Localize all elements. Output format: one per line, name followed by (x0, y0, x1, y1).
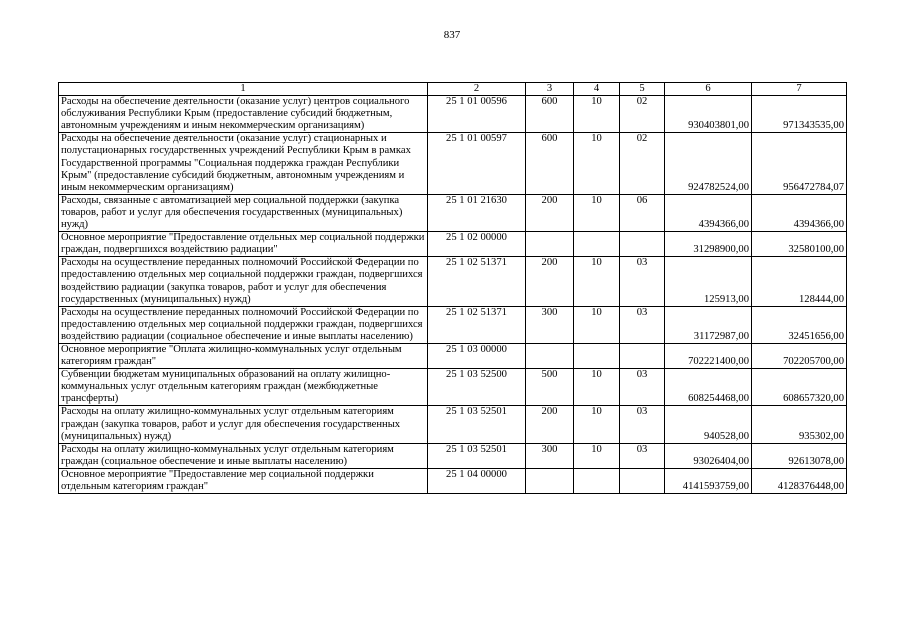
amount-year-1: 608254468,00 (665, 369, 752, 406)
table-row (59, 133, 847, 194)
section-code: 10 (574, 96, 620, 133)
amount-year-1: 924782524,00 (665, 133, 752, 194)
header-cell: 2 (428, 83, 526, 96)
target-article-code: 25 1 03 52500 (428, 369, 526, 406)
amount-year-1: 4394366,00 (665, 194, 752, 231)
subsection-code: 02 (620, 96, 665, 133)
header-cell: 6 (665, 83, 752, 96)
table-row (59, 257, 847, 306)
row-description: Расходы на обеспечение деятельности (оказание услуг) центров социального обслуживания Республики Крым (предоставление субсидий бюджетным, автономным учреждениям и иным некоммерческим организациям) (59, 96, 428, 133)
amount-year-1: 930403801,00 (665, 96, 752, 133)
section-code: 10 (574, 257, 620, 306)
subsection-code: 03 (620, 369, 665, 406)
expense-type-code: 200 (526, 257, 574, 306)
amount-year-2: 4128376448,00 (752, 468, 847, 493)
section-code: 10 (574, 369, 620, 406)
expense-type-code (526, 232, 574, 257)
header-cell: 4 (574, 83, 620, 96)
amount-year-2: 4394366,00 (752, 194, 847, 231)
expense-type-code: 300 (526, 306, 574, 343)
amount-year-1: 31172987,00 (665, 306, 752, 343)
amount-year-1: 125913,00 (665, 257, 752, 306)
expense-type-code: 200 (526, 406, 574, 443)
amount-year-2: 128444,00 (752, 257, 847, 306)
section-code (574, 468, 620, 493)
subsection-code: 02 (620, 133, 665, 194)
table-row (59, 306, 847, 343)
amount-year-1: 702221400,00 (665, 343, 752, 368)
table-row (59, 406, 847, 443)
row-description: Основное мероприятие "Оплата жилищно-коммунальных услуг отдельным категориям граждан" (59, 343, 428, 368)
table-row (59, 468, 847, 493)
row-description: Основное мероприятие "Предоставление мер социальной поддержки отдельным категориям граждан" (59, 468, 428, 493)
section-code: 10 (574, 406, 620, 443)
amount-year-2: 702205700,00 (752, 343, 847, 368)
target-article-code: 25 1 03 52501 (428, 406, 526, 443)
row-description: Расходы на обеспечение деятельности (оказание услуг) стационарных и полустационарных государственных учреждений Республики Крым в рамках Государственной программы "Социальная поддержка граждан Республики Крым" (предоставление субсидий бюджетным, автономным учреждениям и иным некоммерческим организациям) (59, 133, 428, 194)
row-description: Расходы на осуществление переданных полномочий Российской Федерации по предоставлению отдельных мер социальной поддержки граждан, подвергшихся воздействию радиации (закупка товаров, работ и услуг для обеспечения государственных (муниципальных) нужд) (59, 257, 428, 306)
subsection-code: 03 (620, 306, 665, 343)
section-code: 10 (574, 133, 620, 194)
table-row (59, 443, 847, 468)
amount-year-2: 92613078,00 (752, 443, 847, 468)
header-cell: 7 (752, 83, 847, 96)
header-cell: 1 (59, 83, 428, 96)
expense-type-code (526, 343, 574, 368)
table-row (59, 96, 847, 133)
row-description: Расходы на осуществление переданных полномочий Российской Федерации по предоставлению отдельных мер социальной поддержки граждан, подвергшихся воздействию радиации (социальное обеспечение и иные выплаты населению) (59, 306, 428, 343)
row-description: Субвенции бюджетам муниципальных образований на оплату жилищно-коммунальных услуг отдельным категориям граждан (межбюджетные трансферты) (59, 369, 428, 406)
section-code: 10 (574, 194, 620, 231)
header-cell: 3 (526, 83, 574, 96)
target-article-code: 25 1 01 00596 (428, 96, 526, 133)
target-article-code: 25 1 02 51371 (428, 306, 526, 343)
subsection-code: 03 (620, 443, 665, 468)
amount-year-1: 4141593759,00 (665, 468, 752, 493)
section-code (574, 343, 620, 368)
target-article-code: 25 1 02 51371 (428, 257, 526, 306)
subsection-code: 06 (620, 194, 665, 231)
row-description: Основное мероприятие "Предоставление отдельных мер социальной поддержки граждан, подвергшихся воздействию радиации" (59, 232, 428, 257)
amount-year-2: 32580100,00 (752, 232, 847, 257)
header-cell: 5 (620, 83, 665, 96)
budget-table (58, 82, 847, 494)
expense-type-code: 500 (526, 369, 574, 406)
target-article-code: 25 1 02 00000 (428, 232, 526, 257)
row-description: Расходы на оплату жилищно-коммунальных услуг отдельным категориям граждан (закупка товаров, работ и услуг для обеспечения государственных (муниципальных) нужд) (59, 406, 428, 443)
amount-year-1: 940528,00 (665, 406, 752, 443)
subsection-code (620, 232, 665, 257)
table-row (59, 369, 847, 406)
target-article-code: 25 1 03 52501 (428, 443, 526, 468)
amount-year-2: 971343535,00 (752, 96, 847, 133)
table-row (59, 194, 847, 231)
amount-year-1: 93026404,00 (665, 443, 752, 468)
table-header-row (59, 83, 847, 96)
section-code: 10 (574, 443, 620, 468)
row-description: Расходы, связанные с автоматизацией мер социальной поддержки (закупка товаров, работ и услуг для обеспечения государственных (муниципальных) нужд) (59, 194, 428, 231)
target-article-code: 25 1 01 21630 (428, 194, 526, 231)
target-article-code: 25 1 01 00597 (428, 133, 526, 194)
subsection-code (620, 468, 665, 493)
section-code: 10 (574, 306, 620, 343)
amount-year-2: 608657320,00 (752, 369, 847, 406)
expense-type-code (526, 468, 574, 493)
expense-type-code: 300 (526, 443, 574, 468)
row-description: Расходы на оплату жилищно-коммунальных услуг отдельным категориям граждан (социальное обеспечение и иные выплаты населению) (59, 443, 428, 468)
subsection-code (620, 343, 665, 368)
amount-year-2: 935302,00 (752, 406, 847, 443)
subsection-code: 03 (620, 406, 665, 443)
target-article-code: 25 1 03 00000 (428, 343, 526, 368)
subsection-code: 03 (620, 257, 665, 306)
expense-type-code: 600 (526, 133, 574, 194)
amount-year-2: 32451656,00 (752, 306, 847, 343)
table-row (59, 232, 847, 257)
table-row (59, 343, 847, 368)
section-code (574, 232, 620, 257)
expense-type-code: 200 (526, 194, 574, 231)
page-number: 837 (443, 29, 461, 41)
expense-type-code: 600 (526, 96, 574, 133)
amount-year-1: 31298900,00 (665, 232, 752, 257)
target-article-code: 25 1 04 00000 (428, 468, 526, 493)
amount-year-2: 956472784,07 (752, 133, 847, 194)
